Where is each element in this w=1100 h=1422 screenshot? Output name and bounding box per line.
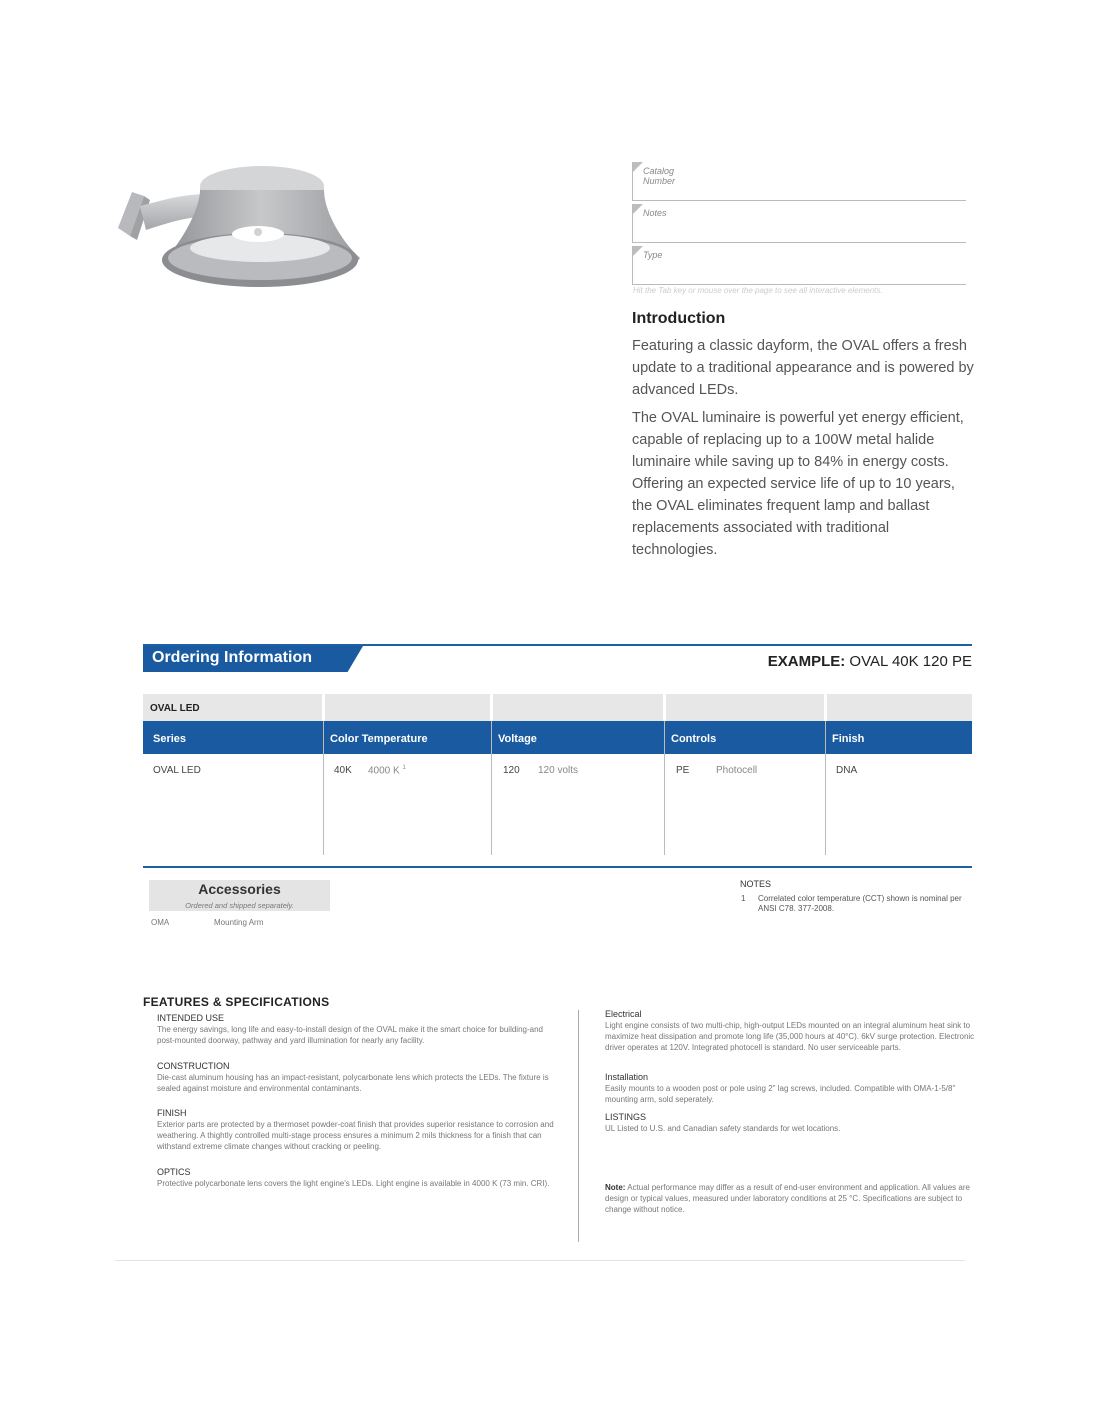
features-title: FEATURES & SPECIFICATIONS: [143, 995, 330, 1009]
product-image: [110, 150, 370, 300]
listings-text: UL Listed to U.S. and Canadian safety standards for wet locations.: [605, 1124, 841, 1133]
finish-text: Exterior parts are protected by a thermoset powder-coat finish that provides superior resistance to corrosion and weathering. A thightly controlled multi-stage process ensures a minimum 2 mils thickness for a finish that can withstand extreme climate changes without cracking or peeling.: [157, 1120, 554, 1151]
intended-use-text: The energy savings, long life and easy-to-install design of the OVAL make it the smart choice for building-and post-mounted doorway, pathway and yard illumination for nearly any facility.: [157, 1025, 543, 1045]
field-corner-marker: [633, 246, 643, 256]
finish-heading: FINISH: [157, 1108, 187, 1118]
catalog-number-label: Catalog Number: [643, 166, 676, 186]
color-temp-code: 40K: [334, 765, 352, 776]
column-divider: [323, 721, 324, 855]
column-header-voltage: Voltage: [498, 733, 537, 745]
type-label: Type: [643, 250, 663, 260]
listings-heading: LISTINGS: [605, 1112, 647, 1122]
column-divider: [664, 721, 665, 855]
notes-label: Notes: [643, 208, 667, 218]
electrical-text: Light engine consists of two multi-chip, high-output LEDs mounted on an integral aluminum heat sink to maximize heat dissipation and promote long life (35,000 hours at 40°C). 6kV surge protection. Electronic driver operates at 120V. Integrated photocell is standard. No user serviceable parts.: [605, 1021, 975, 1052]
intro-paragraph-2: The OVAL luminaire is powerful yet energy efficient, capable of replacing up to a 100W metal halide luminaire while saving up to 84% in energy costs. Offering an expected service life of up to 10 years, the OVAL eliminates frequent lamp and ballast replacements associated with traditional technologies.: [632, 410, 964, 558]
column-header-series: Series: [153, 733, 187, 745]
intro-paragraph-1: Featuring a classic dayform, the OVAL offers a fresh update to a traditional appearance and is powered by advanced LEDs.: [632, 338, 974, 398]
example-value: OVAL 40K 120 PE: [849, 653, 972, 670]
field-corner-marker: [633, 162, 643, 172]
color-temp-desc: 4000 K $^1$: [368, 765, 406, 777]
type-field[interactable]: [632, 246, 966, 285]
optics-text: Protective polycarbonate lens covers the light engine's LEDs. Light engine is available in 4000 K (73 min. CRI).: [157, 1179, 550, 1188]
accessories-title: Accessories: [198, 881, 281, 897]
notes-title: NOTES: [740, 879, 772, 889]
table-gray-cell: [493, 694, 663, 721]
example-label: EXAMPLE:: [767, 653, 846, 670]
column-divider: [825, 721, 826, 855]
column-header-color-temperature: Color Temperature: [330, 733, 428, 745]
controls-desc: Photocell: [716, 765, 758, 776]
controls-code: PE: [676, 765, 690, 776]
table-gray-cell: [827, 694, 972, 721]
footnote-marker: 1: [402, 765, 406, 771]
voltage-code: 120: [503, 765, 520, 776]
intended-use-heading: INTENDED USE: [157, 1013, 225, 1023]
optics-heading: OPTICS: [157, 1167, 191, 1177]
note-body: Actual performance may differ as a result of end-user environment and application. All values are design or typical values, measured under laboratory conditions at 25 °C. Specifications are subject to change without notice.: [605, 1183, 970, 1214]
note-label: Note:: [605, 1183, 626, 1192]
ordering-top-rule: [143, 644, 972, 646]
accessory-code: OMA: [151, 918, 170, 927]
installation-heading: Installation: [605, 1072, 649, 1082]
disclaimer-note: [605, 1182, 990, 1215]
page-bottom-rule: [115, 1260, 965, 1261]
finish-code: DNA: [836, 765, 858, 776]
form-hint: Hit the Tab key or mouse over the page to see all interactive elements.: [633, 286, 883, 295]
electrical-heading: Electrical: [605, 1009, 642, 1019]
catalog-number-field[interactable]: [632, 162, 966, 201]
installation-text: Easily mounts to a wooden post or pole using 2" lag screws, included. Compatible with OMA-1-5/8" mounting arm, sold seperately.: [605, 1084, 956, 1104]
construction-heading: CONSTRUCTION: [157, 1061, 230, 1071]
table-gray-cell: [325, 694, 490, 721]
features-column-divider: [578, 1010, 579, 1242]
product-family-label: OVAL LED: [150, 703, 200, 714]
notes-field[interactable]: [632, 204, 966, 243]
series-value: OVAL LED: [153, 765, 201, 776]
table-gray-cell: [666, 694, 824, 721]
column-header-finish: Finish: [832, 733, 865, 745]
accessories-subtitle: Ordered and shipped separately.: [185, 901, 294, 910]
intro-heading: Introduction: [632, 310, 726, 327]
ordering-example: [768, 653, 972, 670]
accessory-description: Mounting Arm: [214, 918, 264, 927]
ordering-title: Ordering Information: [152, 649, 312, 666]
construction-text: Die-cast aluminum housing has an impact-resistant, polycarbonate lens which protects the LEDs. The fixture is sealed against moisture and environmental contaminants.: [157, 1073, 549, 1093]
column-header-controls: Controls: [671, 733, 717, 745]
field-corner-marker: [633, 204, 643, 214]
note-number: 1: [741, 894, 746, 903]
note-text: Correlated color temperature (CCT) shown is nominal per ANSI C78. 377-2008.: [758, 894, 962, 913]
column-divider: [491, 721, 492, 855]
voltage-desc: 120 volts: [538, 765, 579, 776]
ordering-bottom-rule: [143, 866, 972, 868]
